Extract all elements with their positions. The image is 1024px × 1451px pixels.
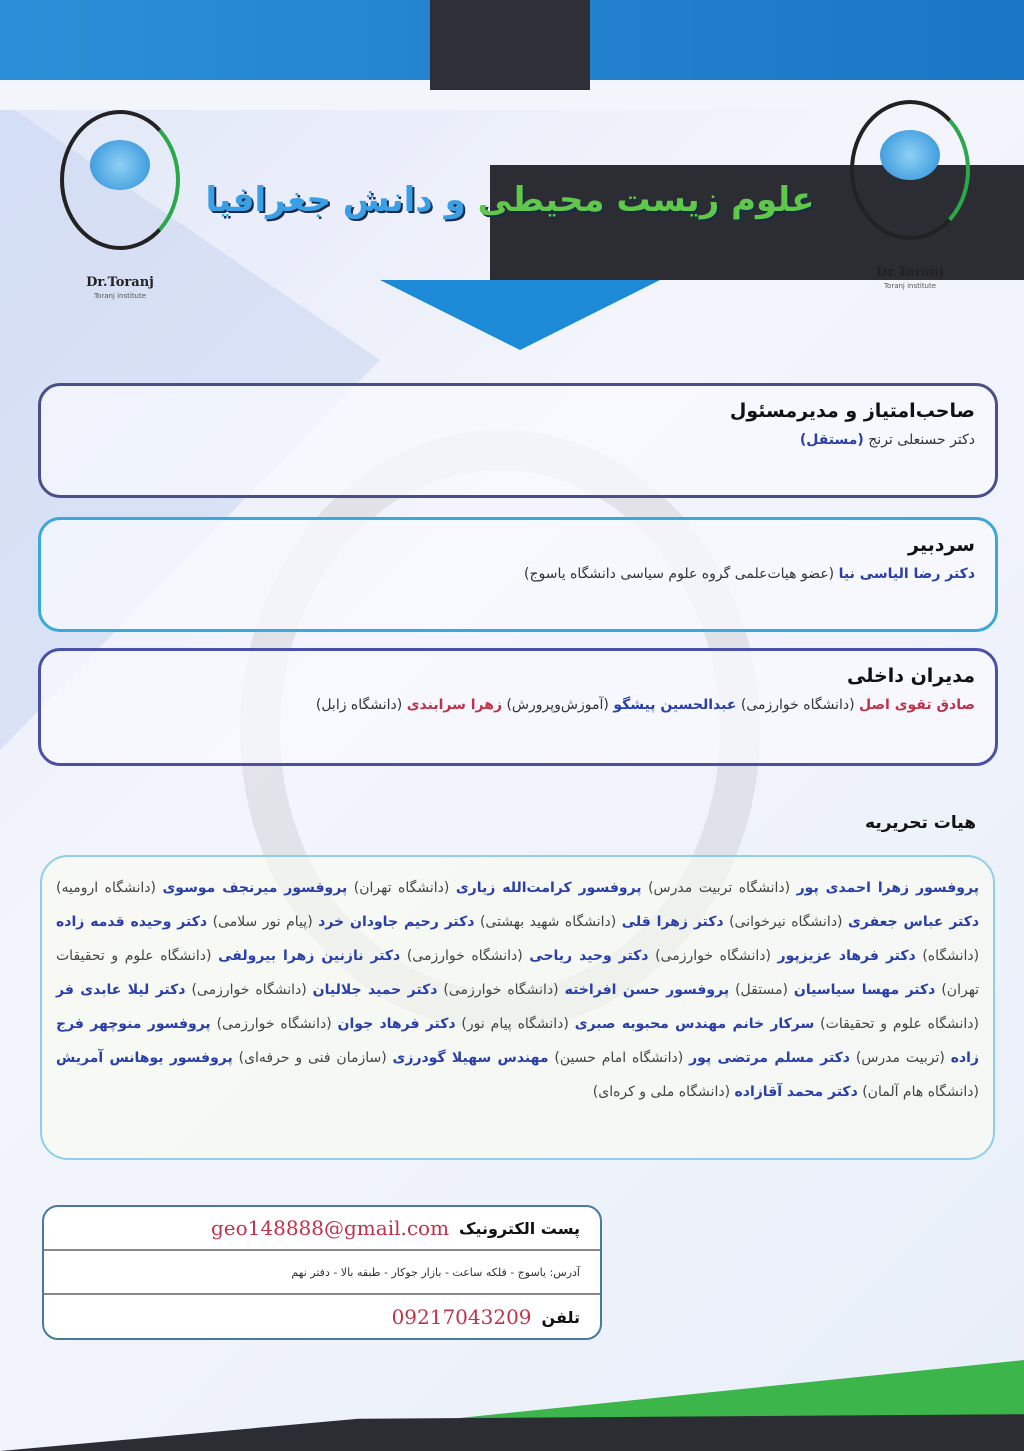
member-name: پروفسور زهرا احمدی پور — [796, 880, 979, 896]
member-affiliation: (دانشگاه خوارزمی) — [216, 1016, 332, 1032]
member-name: مهندس سهیلا گودرزی — [392, 1050, 549, 1066]
owner-box — [38, 383, 998, 498]
phone-label: تلفن — [541, 1307, 580, 1327]
contact-box — [42, 1205, 602, 1340]
section-heading: مدیران داخلی — [847, 665, 975, 687]
member-affiliation: (دانشگاه علوم و تحقیقات تهران) — [56, 948, 980, 998]
affiliation: (عضو هیات‌علمی گروه علوم سیاسی دانشگاه یاسوج) — [523, 566, 835, 582]
phone-number: 09217043209 — [391, 1305, 532, 1329]
member-name: دکتر زهرا قلی — [621, 914, 724, 930]
member-name: پروفسور منوچهر فرج زاده — [56, 1016, 979, 1066]
person-name: دکتر رضا الیاسی نیا — [838, 566, 975, 582]
member-affiliation: (دانشگاه خوارزمی) — [406, 948, 523, 964]
member-name: دکتر نازنین زهرا بیرولفی — [218, 948, 401, 964]
member-name: سرکار خانم مهندس محبوبه صبری — [574, 1016, 815, 1032]
logo-subtitle: Toranj institute — [93, 292, 147, 300]
address-text: آدرس: یاسوج - فلکه ساعت - بازار جوکار - طبقه بالا - دفتر نهم — [291, 1265, 580, 1279]
member-affiliation: (دانشگاه ارومیه) — [56, 880, 156, 896]
person-name: زهرا سرابندی — [406, 697, 503, 713]
member-name: پروفسور یوهانس آمریش — [56, 1050, 233, 1066]
member-affiliation: (دانشگاه خوارزمی) — [191, 982, 307, 998]
member-affiliation: (پیام نور سلامی) — [212, 914, 313, 930]
member-name: دکتر فرهاد جوان — [337, 1016, 456, 1032]
member-affiliation: (دانشگاه خوارزمی) — [443, 982, 559, 998]
member-name: دکتر مهسا سیاسیان — [793, 982, 936, 998]
email-link[interactable]: geo148888@gmail.com — [210, 1216, 450, 1240]
member-affiliation: (دانشگاه هام آلمان) — [862, 1084, 979, 1100]
member-affiliation: (تربیت مدرس) — [855, 1050, 945, 1066]
member-affiliation: (دانشگاه خوارزمی) — [655, 948, 771, 964]
member-name: دکتر رحیم جاودان خرد — [318, 914, 475, 930]
member-affiliation: (دانشگاه نیرخوانی) — [729, 914, 843, 930]
member-affiliation: (دانشگاه تهران) — [353, 880, 450, 896]
member-name: دکتر فرهاد عزیزپور — [777, 948, 916, 964]
member-affiliation: (دانشگاه شهید بهشتی) — [479, 914, 617, 930]
affiliation: (دانشگاه زابل) — [315, 697, 403, 713]
member-affiliation: (دانشگاه ملی و کره‌ای) — [592, 1084, 731, 1100]
member-name: پروفسور میرنجف موسوی — [162, 880, 348, 896]
decorative-cube — [430, 0, 590, 90]
person-name: صادق تقوی اصل — [859, 697, 975, 713]
member-affiliation: (دانشگاه تربیت مدرس) — [648, 880, 791, 896]
section-heading: صاحب‌امتیاز و مدیرمسئول — [729, 400, 975, 422]
member-name: دکتر حمید جلالیان — [312, 982, 438, 998]
member-affiliation: (دانشگاه علوم و تحقیقات) — [820, 1016, 979, 1032]
affiliation: (مستقل) — [799, 432, 864, 448]
journal-title: علوم زیست محیطی و دانش جغرافیا — [205, 180, 815, 220]
member-name: دکتر لیلا عابدی فر — [56, 982, 186, 998]
member-name: دکتر عباس جعفری — [848, 914, 980, 930]
globe-icon — [880, 130, 940, 180]
editor-in-chief-box — [38, 517, 998, 632]
affiliation: (دانشگاه خوارزمی) — [740, 697, 855, 713]
section-heading: سردبیر — [908, 534, 975, 556]
member-affiliation: (دانشگاه) — [922, 948, 980, 964]
journal-logo-left — [50, 110, 190, 310]
member-affiliation: (دانشگاه امام حسین) — [554, 1050, 684, 1066]
logo-subtitle: Toranj institute — [883, 282, 937, 290]
member-affiliation: (دانشگاه پیام نور) — [461, 1016, 569, 1032]
logo-name: Dr.Toranj — [86, 275, 154, 290]
member-name: دکتر مسلم مرتضی پور — [689, 1050, 850, 1066]
member-affiliation: (مستقل) — [735, 982, 788, 998]
affiliation: (آموزش‌وپرورش) — [506, 697, 609, 713]
member-name: دکتر محمد آقازاده — [734, 1084, 858, 1100]
email-label: پست الکترونیک — [459, 1218, 580, 1238]
internal-managers-box — [38, 648, 998, 766]
logo-name: Dr.Toranj — [876, 265, 944, 280]
person-name: دکتر حسنعلی ترنج — [868, 432, 975, 448]
editorial-board-heading: هیات تحریریه — [865, 813, 976, 833]
member-name: دکتر وحید ریاحی — [529, 948, 649, 964]
member-name: پروفسور حسن افراخته — [564, 982, 730, 998]
journal-logo-right — [840, 100, 980, 300]
member-name: دکتر وحیده قدمه زاده — [56, 914, 208, 930]
person-name: عبدالحسین پیشگو — [613, 697, 737, 713]
globe-icon — [90, 140, 150, 190]
member-affiliation: (سازمان فنی و حرفه‌ای) — [238, 1050, 387, 1066]
editorial-board-list — [40, 855, 995, 1160]
member-name: پروفسور کرامت‌الله زیاری — [455, 880, 642, 896]
